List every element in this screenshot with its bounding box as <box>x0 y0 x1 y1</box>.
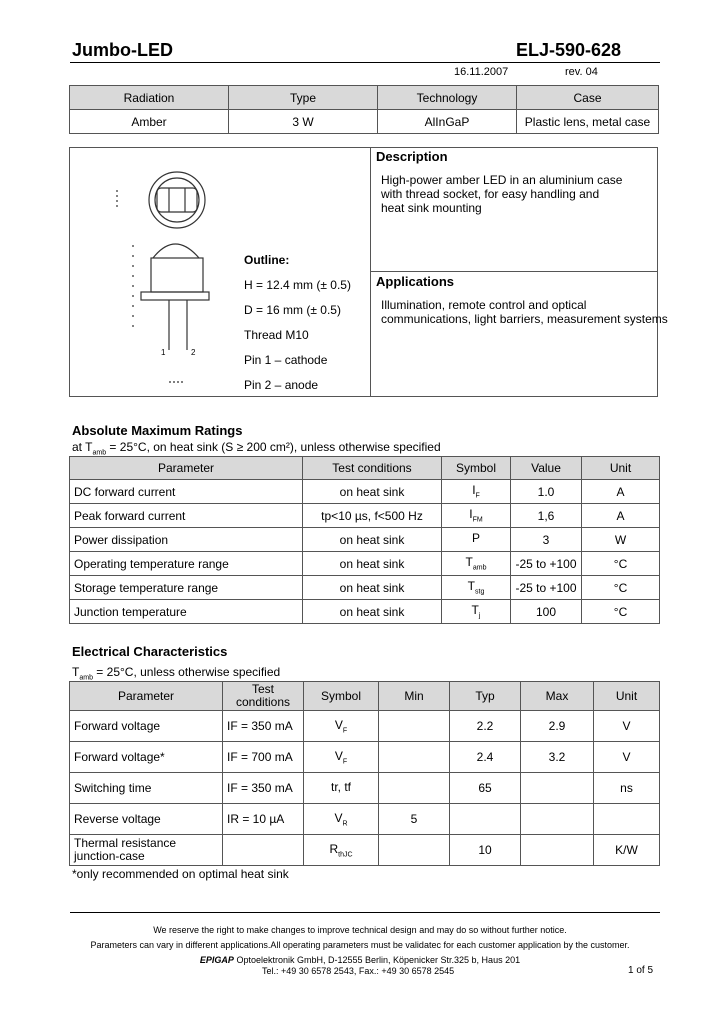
part-number: ELJ-590-628 <box>516 40 622 60</box>
table-row <box>70 576 660 600</box>
doc-revision: rev. 04 <box>565 66 598 78</box>
elec-header: Parameter <box>70 682 223 711</box>
elec-header: Symbol <box>304 682 379 711</box>
elec-max <box>521 773 594 804</box>
description-title: Description <box>376 149 448 164</box>
elec-typ: 2.2 <box>450 711 521 742</box>
company-address: Optoelektronik GmbH, D-12555 Berlin, Köpenicker Str.325 b, Haus 201 <box>236 955 521 965</box>
elec-cond: IF = 700 mA <box>223 742 304 773</box>
table-row <box>70 711 660 742</box>
company-name: EPIGAP <box>199 955 234 965</box>
elec-max <box>521 804 594 835</box>
outline-divider <box>370 147 371 397</box>
outline-item: Pin 2 – anode <box>244 378 319 392</box>
elec-typ <box>450 804 521 835</box>
amr-cond-prefix: at T <box>72 440 93 454</box>
description-line: heat sink mounting <box>381 201 482 215</box>
table-row <box>70 504 660 528</box>
pin2-label: 2 <box>191 348 196 357</box>
elec-min <box>379 773 450 804</box>
doc-date: 16.11.2007 <box>454 66 509 78</box>
table-row <box>70 480 660 504</box>
elec-symbol: $V_R$ <box>304 804 379 835</box>
table-row <box>70 773 660 804</box>
pin1-label: 1 <box>161 348 166 357</box>
amr-param: Power dissipation <box>70 528 303 552</box>
amr-param: Operating temperature range <box>70 552 303 576</box>
description-line: with thread socket, for easy handling and <box>381 187 600 201</box>
elec-max: 2.9 <box>521 711 594 742</box>
amr-cond: on heat sink <box>303 552 442 576</box>
elec-param: Forward voltage* <box>70 742 223 773</box>
amr-cond: on heat sink <box>303 528 442 552</box>
elec-header: Unit <box>594 682 660 711</box>
amr-symbol: $T_{amb}$ <box>442 552 511 576</box>
elec-unit: ns <box>594 773 660 804</box>
page-number: 1 of 5 <box>628 965 654 976</box>
amr-conditions <box>72 440 441 456</box>
footnote: *only recommended on optimal heat sink <box>72 867 289 881</box>
header-rule <box>70 62 660 63</box>
amr-header: Unit <box>582 457 660 480</box>
outline-item: D = 16 mm (± 0.5) <box>244 303 341 317</box>
summary-table <box>69 85 659 134</box>
elec-symbol: $V_F$ <box>304 742 379 773</box>
elec-table <box>69 681 660 866</box>
elec-unit <box>594 804 660 835</box>
outline-item: Pin 1 – cathode <box>244 353 328 367</box>
applications-line: communications, light barriers, measurement systems <box>381 312 668 326</box>
elec-cond: IR = 10 µA <box>223 804 304 835</box>
elec-min <box>379 835 450 866</box>
summary-header: Technology <box>378 86 517 110</box>
amr-param: Junction temperature <box>70 600 303 624</box>
elec-cond-prefix: T <box>72 665 80 679</box>
footer-contact: Tel.: +49 30 6578 2543, Fax.: +49 30 6578 2545 <box>262 966 455 976</box>
amr-symbol: $I_{FM}$ <box>442 504 511 528</box>
amr-unit: °C <box>582 576 660 600</box>
amr-unit: °C <box>582 552 660 576</box>
amr-value: 3 <box>511 528 582 552</box>
applications-title: Applications <box>376 274 455 289</box>
amr-header: Test conditions <box>303 457 442 480</box>
summary-header: Radiation <box>70 86 229 110</box>
amr-value: 1.0 <box>511 480 582 504</box>
table-row <box>70 600 660 624</box>
elec-cond-rest: = 25°C, unless otherwise specified <box>92 665 281 679</box>
elec-cond-sub: amb <box>79 674 93 682</box>
footer-line: We reserve the right to make changes to improve technical design and may do so without further notice. <box>153 925 567 935</box>
elec-title: Electrical Characteristics <box>72 644 228 659</box>
description-line: High-power amber LED in an aluminium case <box>381 173 623 187</box>
elec-header: Test conditions <box>223 682 304 711</box>
product-title: Jumbo-LED <box>72 40 173 60</box>
amr-table <box>69 456 660 624</box>
elec-header: Typ <box>450 682 521 711</box>
elec-min <box>379 711 450 742</box>
amr-symbol: P <box>442 528 511 552</box>
elec-unit: V <box>594 711 660 742</box>
amr-value: 100 <box>511 600 582 624</box>
footer-line: Parameters can vary in different applications.All operating parameters must be validatec for each customer application by the customer. <box>90 940 630 950</box>
amr-param: Peak forward current <box>70 504 303 528</box>
table-row <box>70 552 660 576</box>
footer-address <box>0 955 720 965</box>
elec-param: Reverse voltage <box>70 804 223 835</box>
amr-value: -25 to +100 <box>511 576 582 600</box>
summary-value: Amber <box>70 110 229 134</box>
amr-unit: A <box>582 504 660 528</box>
amr-header: Value <box>511 457 582 480</box>
elec-header: Max <box>521 682 594 711</box>
elec-typ: 10 <box>450 835 521 866</box>
elec-symbol: $R_{thJC}$ <box>304 835 379 866</box>
elec-cond <box>223 835 304 866</box>
summary-value: Plastic lens, metal case <box>517 110 659 134</box>
led-outline-drawing <box>95 160 235 390</box>
elec-symbol: $V_F$ <box>304 711 379 742</box>
outline-item: Thread M10 <box>244 328 309 342</box>
table-row <box>70 804 660 835</box>
elec-min <box>379 742 450 773</box>
elec-conditions <box>72 665 280 681</box>
summary-header: Type <box>229 86 378 110</box>
amr-symbol: $T_{stg}$ <box>442 576 511 600</box>
amr-param: DC forward current <box>70 480 303 504</box>
amr-value: 1,6 <box>511 504 582 528</box>
amr-cond: on heat sink <box>303 576 442 600</box>
amr-cond-sub: amb <box>92 449 107 457</box>
elec-max: 3.2 <box>521 742 594 773</box>
table-row <box>70 528 660 552</box>
elec-cond: IF = 350 mA <box>223 711 304 742</box>
elec-param: Switching time <box>70 773 223 804</box>
amr-cond: on heat sink <box>303 600 442 624</box>
amr-value: -25 to +100 <box>511 552 582 576</box>
elec-typ: 2.4 <box>450 742 521 773</box>
amr-header: Symbol <box>442 457 511 480</box>
elec-header: Min <box>379 682 450 711</box>
elec-unit: K/W <box>594 835 660 866</box>
amr-cond-rest: = 25°C, on heat sink (S ≥ 200 cm²), unless otherwise specified <box>106 440 441 454</box>
summary-value: AlInGaP <box>378 110 517 134</box>
amr-header: Parameter <box>70 457 303 480</box>
elec-max <box>521 835 594 866</box>
table-row <box>70 835 660 866</box>
amr-param: Storage temperature range <box>70 576 303 600</box>
amr-unit: A <box>582 480 660 504</box>
outline-item: H = 12.4 mm (± 0.5) <box>244 278 351 292</box>
desc-app-divider <box>370 271 658 272</box>
amr-symbol: $I_F$ <box>442 480 511 504</box>
elec-param: Forward voltage <box>70 711 223 742</box>
elec-cond: IF = 350 mA <box>223 773 304 804</box>
elec-unit: V <box>594 742 660 773</box>
summary-value: 3 W <box>229 110 378 134</box>
amr-title: Absolute Maximum Ratings <box>72 423 243 438</box>
amr-cond: on heat sink <box>303 480 442 504</box>
table-row <box>70 742 660 773</box>
summary-header: Case <box>517 86 659 110</box>
outline-title: Outline: <box>244 253 290 267</box>
amr-cond: tp<10 µs, f<500 Hz <box>303 504 442 528</box>
elec-param: Thermal resistance junction-case <box>70 835 223 866</box>
footer-rule <box>70 912 660 913</box>
amr-unit: °C <box>582 600 660 624</box>
elec-typ: 65 <box>450 773 521 804</box>
amr-symbol: $T_j$ <box>442 600 511 624</box>
applications-line: Illumination, remote control and optical <box>381 298 587 312</box>
elec-symbol: tr, tf <box>304 773 379 804</box>
amr-unit: W <box>582 528 660 552</box>
elec-min: 5 <box>379 804 450 835</box>
